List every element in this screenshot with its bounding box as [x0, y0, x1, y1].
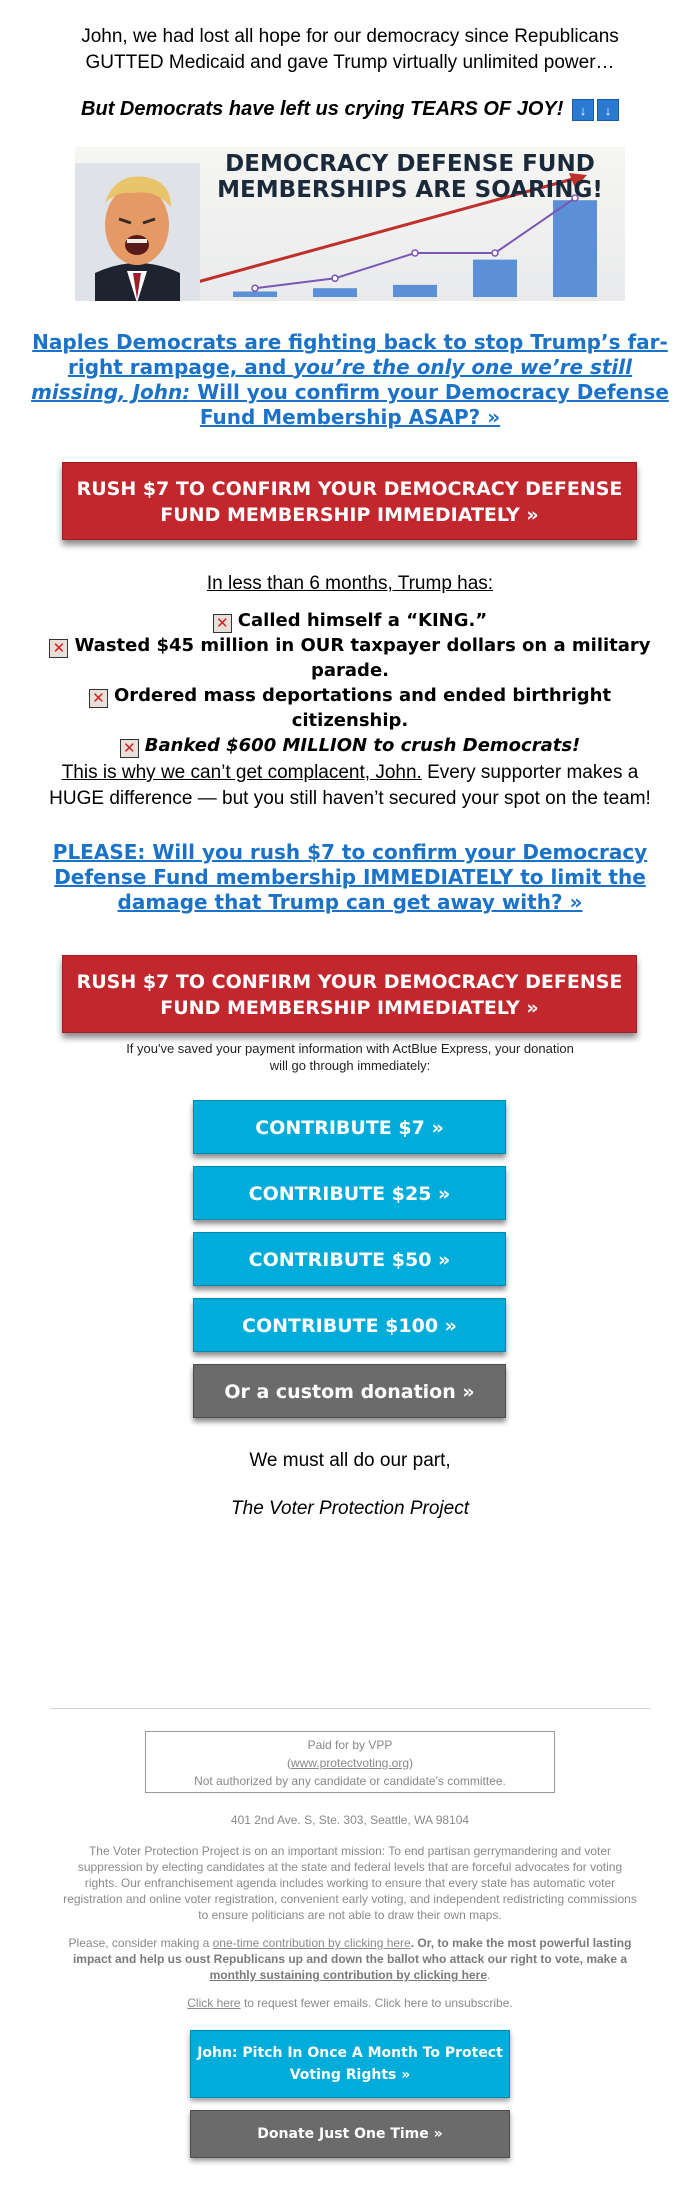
actblue-express-note: If you've saved your payment information with ActBlue Express, your donation will go through immediately:: [126, 1041, 574, 1073]
down-arrow-icon: ↓: [597, 99, 619, 121]
mission-text: The Voter Protection Project is on an important mission: To end partisan gerrymandering and voter suppression by electing candidates at the state and federal levels that are forceful advocates for voting rights. Our enfranchisement agenda includes working to ensure that every state has automatic voter registration and online voter registration, convenient early voting, and independent redistricting commissions to ensure politicians are not able to draw their own maps.: [63, 1844, 637, 1922]
down-arrow-icon: ↓: [572, 99, 594, 121]
list-item-text: Banked $600 MILLION to crush Democrats!: [144, 735, 581, 756]
paid-for-text: Paid for by VPP: [307, 1738, 393, 1752]
consider-paragraph: [60, 1935, 640, 1983]
chart-line: [255, 198, 575, 288]
trump-actions-list: [40, 608, 660, 758]
contribute-7-button[interactable]: CONTRIBUTE $7 »: [193, 1100, 506, 1154]
contribute-100-button[interactable]: CONTRIBUTE $100 »: [193, 1298, 506, 1352]
list-item: [40, 633, 660, 683]
one-time-donation-button[interactable]: Donate Just One Time »: [190, 2110, 510, 2158]
list-item-text: Called himself a “KING.”: [237, 610, 488, 631]
membership-banner-image[interactable]: [75, 147, 625, 301]
tears-text: But Democrats have left us crying TEARS OF JOY!: [81, 98, 564, 120]
intro-text: John, we had lost all hope for our democracy since Republicans GUTTED Medicaid and gave Trump virtually unlimited power…: [81, 26, 619, 73]
list-item: [40, 683, 660, 733]
chart-bar: [553, 200, 597, 297]
chart-bar: [313, 288, 357, 297]
chart-bar: [233, 292, 277, 298]
chart-point: [332, 275, 338, 281]
contribute-25-button[interactable]: CONTRIBUTE $25 »: [193, 1166, 506, 1220]
rush-please-link[interactable]: PLEASE: Will you rush $7 to confirm your Democracy Defense Fund membership IMMEDIATELY to limit the damage that Trump can get away with? »: [52, 840, 648, 914]
chart-bar: [473, 260, 517, 297]
x-mark-icon: ✕: [89, 689, 108, 708]
chart-point: [492, 250, 498, 256]
call1-text: Naples Democrats are fighting back to stop Trump’s far-right rampage, and: [32, 330, 668, 379]
closing-line: We must all do our part,: [249, 1450, 451, 1471]
custom-donation-button[interactable]: Or a custom donation »: [193, 1364, 506, 1418]
x-mark-icon: ✕: [120, 739, 139, 758]
unsubscribe-text: to request fewer emails. Click here to unsubscribe.: [240, 1996, 513, 2010]
fewer-emails-link[interactable]: Click here: [187, 1996, 241, 2010]
consider-end: .: [487, 1968, 491, 1982]
footer-divider: [50, 1708, 650, 1709]
paren-close: ): [409, 1756, 414, 1770]
x-mark-icon: ✕: [213, 614, 232, 633]
tears-line: [40, 98, 660, 121]
consider-pre: Please, consider making a: [68, 1936, 213, 1950]
address: 401 2nd Ave. S, Ste. 303, Seattle, WA 98104: [230, 1813, 470, 1827]
monthly-link[interactable]: monthly sustaining contribution by clicking here: [209, 1968, 487, 1982]
list-item: [40, 733, 660, 758]
x-mark-icon: ✕: [49, 639, 68, 658]
rush-confirm-button[interactable]: RUSH $7 TO CONFIRM YOUR DEMOCRACY DEFENSE FUND MEMBERSHIP IMMEDIATELY »: [62, 462, 637, 540]
list-item: [40, 608, 660, 633]
paid-link-line: [146, 1754, 554, 1772]
one-time-link[interactable]: one-time contribution by clicking here: [212, 1936, 411, 1950]
paren-open: (: [286, 1756, 291, 1770]
contribute-50-button[interactable]: CONTRIBUTE $50 »: [193, 1232, 506, 1286]
call1-text-end: Will you confirm your Democracy Defense Fund Membership ASAP? »: [190, 380, 669, 429]
complacent-paragraph: [40, 760, 660, 812]
complacent-underlined: This is why we can’t get complacent, John.: [61, 762, 422, 783]
complacent-rest: Every supporter makes a HUGE difference — but you still haven’t secured your spot on the team!: [49, 762, 651, 809]
list-item-text: Ordered mass deportations and ended birthright citizenship.: [113, 685, 612, 731]
call1-italic: you’re the only one we’re still missing, John:: [31, 355, 632, 404]
website-link[interactable]: www.protectvoting.org: [290, 1756, 410, 1770]
banner-title: DEMOCRACY DEFENSE FUND MEMBERSHIPS ARE SOARING!: [217, 151, 603, 203]
signature: The Voter Protection Project: [231, 1498, 469, 1519]
unsubscribe-line: [60, 1995, 640, 2011]
confirm-membership-link[interactable]: [25, 330, 675, 430]
not-authorized-text: Not authorized by any candidate or candidate's committee.: [194, 1774, 506, 1788]
chart-point: [412, 250, 418, 256]
chart-bar: [393, 285, 437, 297]
list-item-text: Wasted $45 million in OUR taxpayer dollars on a military parade.: [74, 635, 651, 681]
trump-has-heading: In less than 6 months, Trump has:: [206, 573, 494, 594]
rush-confirm-button[interactable]: RUSH $7 TO CONFIRM YOUR DEMOCRACY DEFENSE FUND MEMBERSHIP IMMEDIATELY »: [62, 955, 637, 1033]
chart-point: [252, 285, 258, 291]
monthly-donation-button[interactable]: John: Pitch In Once A Month To Protect Voting Rights »: [190, 2030, 510, 2098]
paid-for-box: [145, 1731, 555, 1793]
consider-mid: . Or, to make the most powerful lasting impact and help us oust Republicans up and down the ballot who attack our right to vote, make a: [72, 1936, 632, 1966]
trump-photo-icon: [75, 163, 200, 301]
